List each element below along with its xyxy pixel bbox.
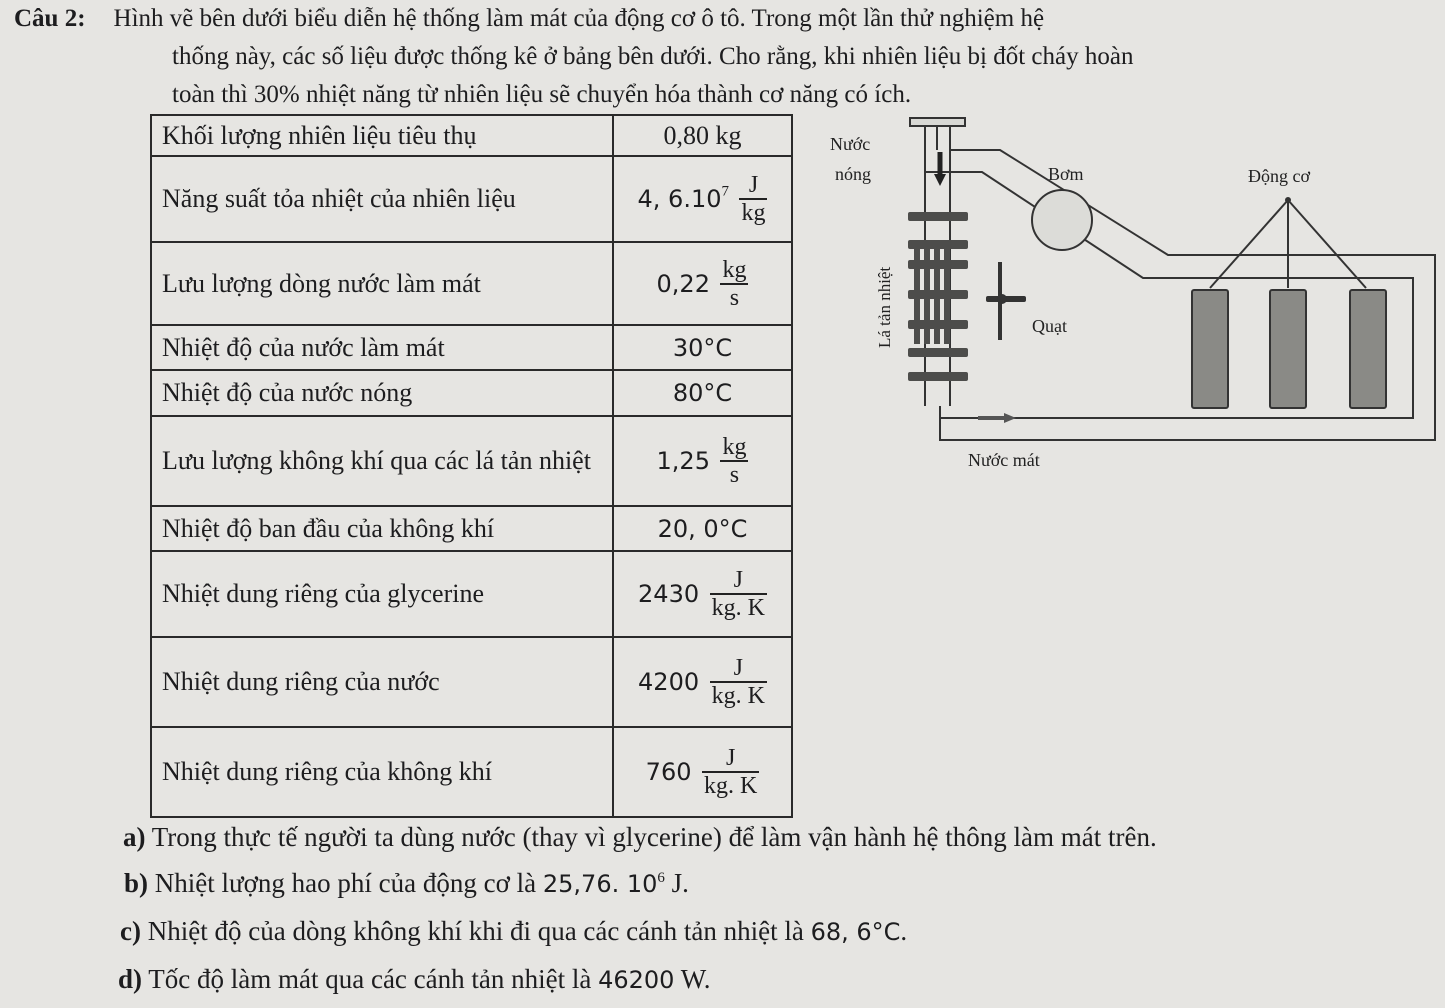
cool-water-arrow bbox=[978, 413, 1016, 423]
data-table bbox=[150, 114, 793, 818]
table-cell-label: Lưu lượng không khí qua các lá tản nhiệt bbox=[151, 416, 613, 506]
table-cell-label: Nhiệt độ ban đầu của không khí bbox=[151, 506, 613, 551]
table-cell-label: Khối lượng nhiên liệu tiêu thụ bbox=[151, 115, 613, 156]
hot-water-arrow bbox=[934, 152, 946, 186]
pump-icon bbox=[1032, 190, 1092, 250]
table-cell-label: Nhiệt dung riêng của không khí bbox=[151, 727, 613, 817]
table-cell-value: 0,22 $\frac{kg}{s}$ bbox=[613, 242, 792, 325]
table-cell-label: Nhiệt dung riêng của glycerine bbox=[151, 551, 613, 637]
label-hot-water: Nước bbox=[830, 134, 871, 154]
table-row bbox=[151, 370, 792, 416]
table-row bbox=[151, 637, 792, 727]
table-cell-label: Lưu lượng dòng nước làm mát bbox=[151, 242, 613, 325]
table-cell-value: 30°C bbox=[613, 325, 792, 370]
table-cell-value: 4, 6.10$^7$ $\frac{J}{kg}$ bbox=[613, 156, 792, 242]
table-cell-value: 760 $\frac{J}{kg. K}$ bbox=[613, 727, 792, 817]
table-row bbox=[151, 416, 792, 506]
table-row bbox=[151, 551, 792, 637]
table-cell-label: Năng suất tỏa nhiệt của nhiên liệu bbox=[151, 156, 613, 242]
table-cell-label: Nhiệt dung riêng của nước bbox=[151, 637, 613, 727]
label-radiator: Lá tản nhiệt bbox=[875, 266, 894, 348]
table-row bbox=[151, 242, 792, 325]
table-row bbox=[151, 325, 792, 370]
question-intro bbox=[14, 0, 1434, 114]
question-line-2: thống này, các số liệu được thống kê ở bảng bên dưới. Cho rằng, khi nhiên liệu bị đốt cháy hoàn bbox=[172, 43, 1134, 70]
table-cell-label: Nhiệt độ của nước nóng bbox=[151, 370, 613, 416]
question-line-1: Câu 2: Hình vẽ bên dưới biểu diễn hệ thống làm mát của động cơ ô tô. Trong một lần thử nghiệm hệ bbox=[14, 5, 1045, 32]
question-line-3: toàn thì 30% nhiệt năng từ nhiên liệu sẽ chuyển hóa thành cơ năng có ích. bbox=[172, 81, 912, 108]
table-cell-label: Nhiệt độ của nước làm mát bbox=[151, 325, 613, 370]
label-pump: Bơm bbox=[1048, 164, 1084, 184]
engine-cylinders bbox=[1192, 290, 1386, 408]
table-cell-value: 1,25 $\frac{kg}{s}$ bbox=[613, 416, 792, 506]
label-fan: Quạt bbox=[1032, 316, 1067, 336]
label-cool-water: Nước mát bbox=[968, 450, 1040, 470]
table-cell-value: 2430 $\frac{J}{kg. K}$ bbox=[613, 551, 792, 637]
statement-a: a) Trong thực tế người ta dùng nước (thay vì glycerine) để làm vận hành hệ thông làm mát trên. bbox=[123, 822, 1157, 852]
statement-c: c) Nhiệt độ của dòng không khí khi đi qua các cánh tản nhiệt là 68, 6°C. bbox=[120, 916, 908, 946]
table-cell-value: 20, 0°C bbox=[613, 506, 792, 551]
table-row bbox=[151, 727, 792, 817]
label-hot-water-2: nóng bbox=[835, 164, 871, 184]
table-cell-value: 4200 $\frac{J}{kg. K}$ bbox=[613, 637, 792, 727]
cooling-system-diagram bbox=[810, 110, 1440, 480]
statement-d: d) Tốc độ làm mát qua các cánh tản nhiệt là 46200 W. bbox=[118, 964, 711, 994]
fan-icon bbox=[986, 262, 1026, 340]
table-row bbox=[151, 506, 792, 551]
statement-b: b) Nhiệt lượng hao phí của động cơ là 25,76. $10^6$ J. bbox=[124, 868, 689, 898]
radiator-fins bbox=[908, 212, 968, 381]
table-cell-value: 0,80 kg bbox=[613, 115, 792, 156]
table-cell-value: 80°C bbox=[613, 370, 792, 416]
label-engine: Động cơ bbox=[1248, 166, 1311, 186]
question-number: Câu 2: bbox=[14, 5, 86, 32]
table-row bbox=[151, 115, 792, 156]
table-row bbox=[151, 156, 792, 242]
